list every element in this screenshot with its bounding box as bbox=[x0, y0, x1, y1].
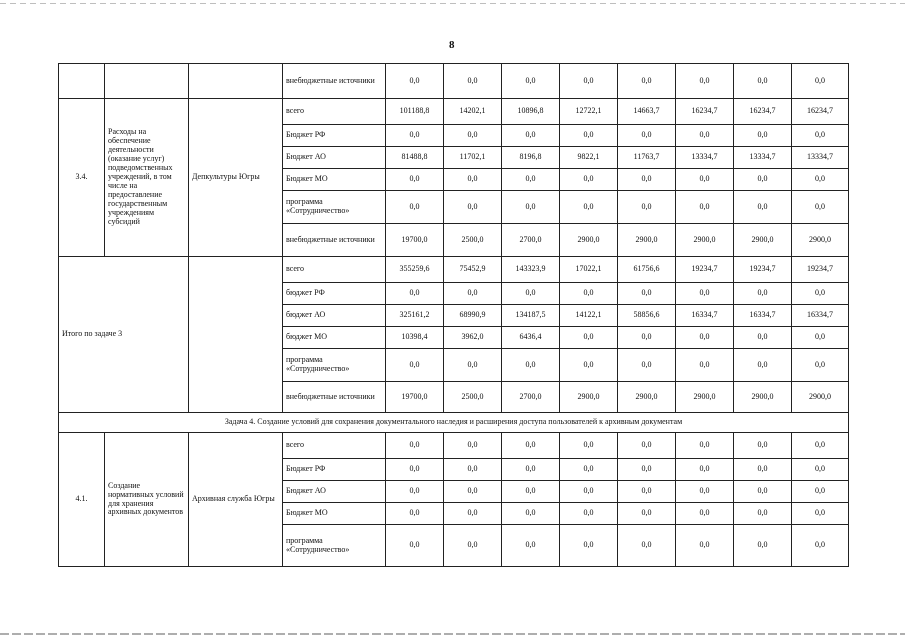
value-cell: 16234,7 bbox=[792, 99, 849, 125]
value-cell: 2900,0 bbox=[560, 382, 618, 413]
value-cell: 0,0 bbox=[560, 327, 618, 349]
funding-source: всего bbox=[283, 257, 386, 283]
value-cell: 2900,0 bbox=[560, 224, 618, 257]
item-name bbox=[105, 64, 189, 99]
value-cell: 16234,7 bbox=[734, 99, 792, 125]
funding-source: всего bbox=[283, 99, 386, 125]
value-cell: 0,0 bbox=[502, 125, 560, 147]
value-cell: 0,0 bbox=[734, 327, 792, 349]
value-cell: 0,0 bbox=[386, 283, 444, 305]
value-cell: 75452,9 bbox=[444, 257, 502, 283]
value-cell: 0,0 bbox=[734, 481, 792, 503]
value-cell: 0,0 bbox=[792, 459, 849, 481]
value-cell: 0,0 bbox=[502, 525, 560, 567]
funding-source: Бюджет МО bbox=[283, 503, 386, 525]
value-cell: 11702,1 bbox=[444, 147, 502, 169]
value-cell: 0,0 bbox=[386, 349, 444, 382]
item-number: 4.1. bbox=[59, 433, 105, 567]
value-cell: 19700,0 bbox=[386, 382, 444, 413]
value-cell: 2900,0 bbox=[618, 382, 676, 413]
funding-source: Бюджет МО bbox=[283, 169, 386, 191]
funding-source: внебюджетные источники bbox=[283, 64, 386, 99]
value-cell: 0,0 bbox=[560, 169, 618, 191]
scan-edge-bottom bbox=[0, 633, 905, 635]
value-cell: 0,0 bbox=[618, 64, 676, 99]
item-number: 3.4. bbox=[59, 99, 105, 257]
value-cell: 355259,6 bbox=[386, 257, 444, 283]
value-cell: 0,0 bbox=[676, 433, 734, 459]
funding-source: всего bbox=[283, 433, 386, 459]
value-cell: 14122,1 bbox=[560, 305, 618, 327]
value-cell: 2900,0 bbox=[734, 382, 792, 413]
value-cell: 0,0 bbox=[792, 125, 849, 147]
table-row bbox=[59, 433, 849, 459]
value-cell: 0,0 bbox=[444, 191, 502, 224]
value-cell: 58856,6 bbox=[618, 305, 676, 327]
value-cell: 0,0 bbox=[444, 433, 502, 459]
value-cell: 0,0 bbox=[792, 525, 849, 567]
value-cell: 12722,1 bbox=[560, 99, 618, 125]
value-cell: 0,0 bbox=[734, 433, 792, 459]
value-cell: 0,0 bbox=[618, 191, 676, 224]
executor-cell: Архивная служба Югры bbox=[189, 433, 283, 567]
value-cell: 0,0 bbox=[560, 503, 618, 525]
value-cell: 16334,7 bbox=[676, 305, 734, 327]
value-cell: 0,0 bbox=[386, 64, 444, 99]
item-name: Создание нормативных условий для хранения архивных документов bbox=[105, 433, 189, 567]
value-cell: 0,0 bbox=[792, 191, 849, 224]
value-cell: 0,0 bbox=[560, 349, 618, 382]
value-cell: 0,0 bbox=[618, 349, 676, 382]
value-cell: 0,0 bbox=[502, 349, 560, 382]
value-cell: 0,0 bbox=[560, 191, 618, 224]
value-cell: 0,0 bbox=[386, 433, 444, 459]
value-cell: 0,0 bbox=[386, 503, 444, 525]
value-cell: 0,0 bbox=[386, 459, 444, 481]
value-cell: 0,0 bbox=[676, 459, 734, 481]
value-cell: 3962,0 bbox=[444, 327, 502, 349]
value-cell: 0,0 bbox=[734, 125, 792, 147]
value-cell: 0,0 bbox=[502, 503, 560, 525]
funding-source: бюджет АО bbox=[283, 305, 386, 327]
value-cell: 0,0 bbox=[618, 169, 676, 191]
table-row bbox=[59, 99, 849, 125]
value-cell: 14202,1 bbox=[444, 99, 502, 125]
value-cell: 0,0 bbox=[560, 283, 618, 305]
total-label: Итого по задаче 3 bbox=[59, 257, 189, 413]
value-cell: 13334,7 bbox=[676, 147, 734, 169]
value-cell: 13334,7 bbox=[792, 147, 849, 169]
value-cell: 2900,0 bbox=[792, 224, 849, 257]
funding-source: бюджет МО bbox=[283, 327, 386, 349]
value-cell: 0,0 bbox=[444, 349, 502, 382]
value-cell: 0,0 bbox=[444, 283, 502, 305]
value-cell: 0,0 bbox=[444, 503, 502, 525]
value-cell: 0,0 bbox=[502, 459, 560, 481]
value-cell: 0,0 bbox=[386, 191, 444, 224]
value-cell: 0,0 bbox=[560, 525, 618, 567]
value-cell: 2500,0 bbox=[444, 382, 502, 413]
value-cell: 16234,7 bbox=[676, 99, 734, 125]
value-cell: 2900,0 bbox=[792, 382, 849, 413]
funding-source: бюджет РФ bbox=[283, 283, 386, 305]
value-cell: 2900,0 bbox=[734, 224, 792, 257]
value-cell: 0,0 bbox=[618, 525, 676, 567]
table-row bbox=[59, 257, 849, 283]
funding-source: Бюджет РФ bbox=[283, 125, 386, 147]
value-cell: 0,0 bbox=[618, 283, 676, 305]
funding-source: внебюджетные источники bbox=[283, 224, 386, 257]
value-cell: 0,0 bbox=[734, 459, 792, 481]
value-cell: 0,0 bbox=[734, 191, 792, 224]
funding-source: внебюджетные источники bbox=[283, 382, 386, 413]
value-cell: 0,0 bbox=[734, 64, 792, 99]
funding-source: программа «Сотрудничество» bbox=[283, 349, 386, 382]
value-cell: 134187,5 bbox=[502, 305, 560, 327]
value-cell: 0,0 bbox=[792, 503, 849, 525]
value-cell: 0,0 bbox=[444, 125, 502, 147]
value-cell: 0,0 bbox=[734, 169, 792, 191]
funding-source: программа «Сотрудничество» bbox=[283, 525, 386, 567]
value-cell: 0,0 bbox=[386, 525, 444, 567]
value-cell: 0,0 bbox=[618, 459, 676, 481]
value-cell: 0,0 bbox=[618, 503, 676, 525]
value-cell: 2500,0 bbox=[444, 224, 502, 257]
value-cell: 0,0 bbox=[676, 349, 734, 382]
value-cell: 8196,8 bbox=[502, 147, 560, 169]
value-cell: 0,0 bbox=[444, 169, 502, 191]
value-cell: 0,0 bbox=[618, 481, 676, 503]
value-cell: 0,0 bbox=[386, 125, 444, 147]
value-cell: 0,0 bbox=[618, 327, 676, 349]
value-cell: 0,0 bbox=[386, 481, 444, 503]
value-cell: 0,0 bbox=[502, 433, 560, 459]
value-cell: 11763,7 bbox=[618, 147, 676, 169]
value-cell: 0,0 bbox=[502, 169, 560, 191]
value-cell: 2900,0 bbox=[618, 224, 676, 257]
value-cell: 0,0 bbox=[792, 64, 849, 99]
value-cell: 0,0 bbox=[618, 433, 676, 459]
value-cell: 0,0 bbox=[676, 481, 734, 503]
value-cell: 81488,8 bbox=[386, 147, 444, 169]
value-cell: 143323,9 bbox=[502, 257, 560, 283]
budget-table bbox=[58, 63, 849, 567]
value-cell: 0,0 bbox=[734, 503, 792, 525]
value-cell: 0,0 bbox=[502, 283, 560, 305]
funding-source: программа «Сотрудничество» bbox=[283, 191, 386, 224]
value-cell: 6436,4 bbox=[502, 327, 560, 349]
value-cell: 0,0 bbox=[444, 64, 502, 99]
value-cell: 0,0 bbox=[676, 327, 734, 349]
value-cell: 0,0 bbox=[502, 481, 560, 503]
page-number: 8 bbox=[449, 39, 455, 51]
scan-edge-top bbox=[0, 3, 905, 4]
value-cell: 0,0 bbox=[676, 525, 734, 567]
value-cell: 16334,7 bbox=[792, 305, 849, 327]
value-cell: 0,0 bbox=[676, 64, 734, 99]
value-cell: 0,0 bbox=[560, 64, 618, 99]
value-cell: 19700,0 bbox=[386, 224, 444, 257]
funding-source: Бюджет РФ bbox=[283, 459, 386, 481]
value-cell: 61756,6 bbox=[618, 257, 676, 283]
value-cell: 0,0 bbox=[792, 169, 849, 191]
value-cell: 19234,7 bbox=[676, 257, 734, 283]
value-cell: 2900,0 bbox=[676, 382, 734, 413]
value-cell: 14663,7 bbox=[618, 99, 676, 125]
value-cell: 0,0 bbox=[792, 481, 849, 503]
value-cell: 0,0 bbox=[560, 481, 618, 503]
value-cell: 0,0 bbox=[676, 283, 734, 305]
value-cell: 9822,1 bbox=[560, 147, 618, 169]
executor-cell bbox=[189, 64, 283, 99]
value-cell: 0,0 bbox=[734, 525, 792, 567]
value-cell: 0,0 bbox=[792, 327, 849, 349]
value-cell: 0,0 bbox=[444, 525, 502, 567]
value-cell: 0,0 bbox=[792, 283, 849, 305]
value-cell: 0,0 bbox=[560, 433, 618, 459]
value-cell: 0,0 bbox=[386, 169, 444, 191]
value-cell: 19234,7 bbox=[792, 257, 849, 283]
value-cell: 0,0 bbox=[676, 125, 734, 147]
value-cell: 16334,7 bbox=[734, 305, 792, 327]
value-cell: 19234,7 bbox=[734, 257, 792, 283]
value-cell: 0,0 bbox=[502, 64, 560, 99]
value-cell: 0,0 bbox=[676, 191, 734, 224]
funding-source: Бюджет АО bbox=[283, 147, 386, 169]
value-cell: 0,0 bbox=[676, 169, 734, 191]
value-cell: 0,0 bbox=[734, 283, 792, 305]
value-cell: 17022,1 bbox=[560, 257, 618, 283]
value-cell: 2900,0 bbox=[676, 224, 734, 257]
value-cell: 0,0 bbox=[618, 125, 676, 147]
task-heading-row bbox=[59, 413, 849, 433]
value-cell: 0,0 bbox=[444, 459, 502, 481]
value-cell: 0,0 bbox=[792, 433, 849, 459]
value-cell: 2700,0 bbox=[502, 382, 560, 413]
value-cell: 0,0 bbox=[560, 125, 618, 147]
value-cell: 10398,4 bbox=[386, 327, 444, 349]
item-number bbox=[59, 64, 105, 99]
value-cell: 68990,9 bbox=[444, 305, 502, 327]
value-cell: 0,0 bbox=[792, 349, 849, 382]
task-heading: Задача 4. Создание условий для сохранения документального наследия и расширения доступа пользователей к архивным документам bbox=[59, 413, 849, 433]
value-cell: 325161,2 bbox=[386, 305, 444, 327]
value-cell: 13334,7 bbox=[734, 147, 792, 169]
value-cell: 0,0 bbox=[734, 349, 792, 382]
item-name: Расходы на обеспечение деятельности (оказание услуг) подведомственных учреждений, в том числе на предоставление государственным учреждениям субсидий bbox=[105, 99, 189, 257]
value-cell: 0,0 bbox=[444, 481, 502, 503]
funding-source: Бюджет АО bbox=[283, 481, 386, 503]
value-cell: 101188,8 bbox=[386, 99, 444, 125]
value-cell: 2700,0 bbox=[502, 224, 560, 257]
executor-cell: Депкультуры Югры bbox=[189, 99, 283, 257]
value-cell: 0,0 bbox=[502, 191, 560, 224]
value-cell: 0,0 bbox=[676, 503, 734, 525]
executor-cell bbox=[189, 257, 283, 413]
value-cell: 0,0 bbox=[560, 459, 618, 481]
value-cell: 10896,8 bbox=[502, 99, 560, 125]
budget-table-body bbox=[59, 64, 849, 567]
table-row bbox=[59, 64, 849, 99]
